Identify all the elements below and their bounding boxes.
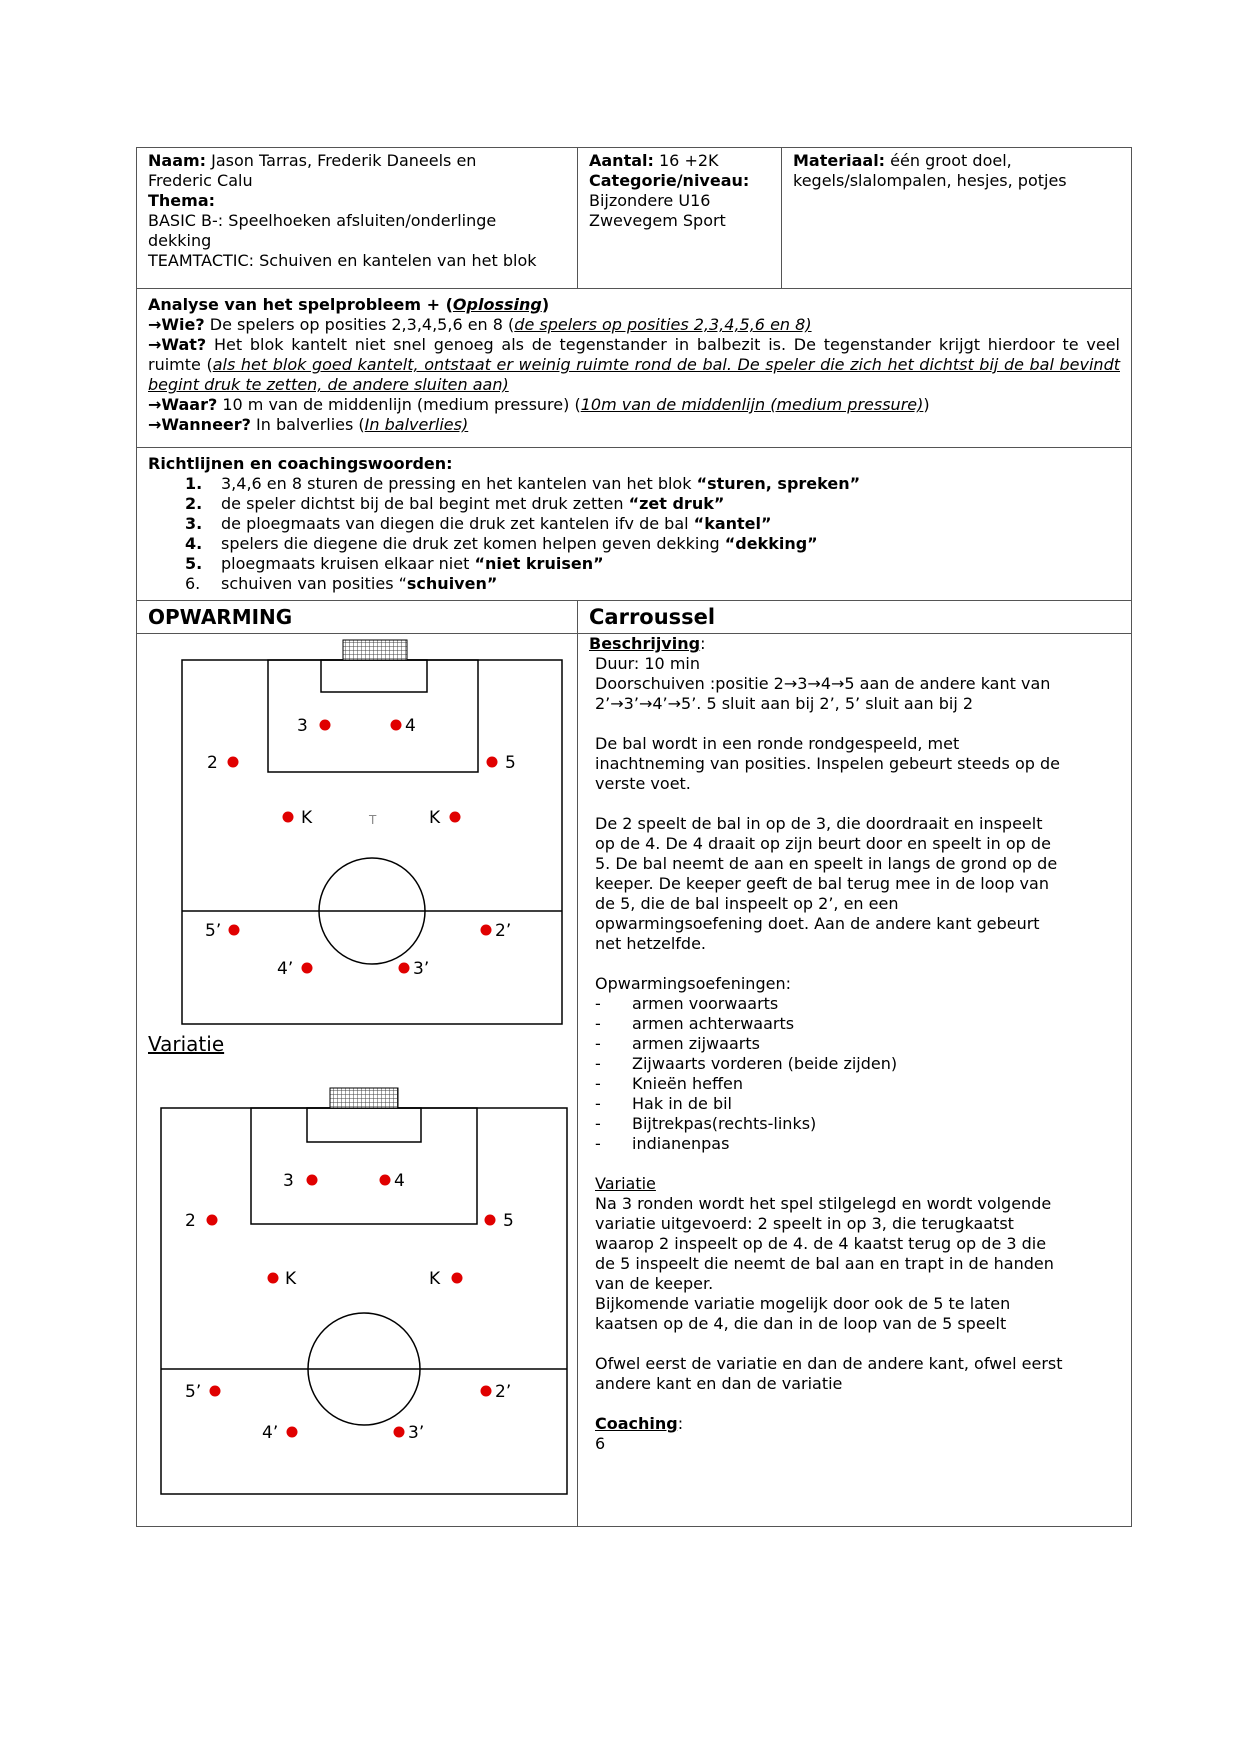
player-label: 4 xyxy=(405,716,416,736)
richtlijn-number: 1. xyxy=(185,474,203,493)
players-2 xyxy=(185,1171,514,1443)
player-dot xyxy=(487,757,498,768)
goal-area xyxy=(321,660,427,692)
arrow-icon: → xyxy=(148,335,162,354)
oefening-text: armen zijwaarts xyxy=(632,1034,760,1053)
pitch-outline xyxy=(161,1108,567,1494)
naam-value-1: Jason Tarras, Frederik Daneels en xyxy=(211,151,477,170)
richtlijn-text: de ploegmaats van diegen die druk zet kantelen ifv de bal xyxy=(221,514,694,533)
thema-label: Thema: xyxy=(148,191,216,210)
player-label: 2’ xyxy=(495,1382,512,1402)
analyse-wat: →Wat? Het blok kantelt niet snel genoeg als de tegenstander in balbezit is. De tegenstander krijgt hierdoor te veel ruimte (als het blok goed kantelt, ontstaat er weinig ruimte rond de bal. De speler die zich het dichtst bij de bal bevindt begint druk te zetten, de andere sluiten aan) xyxy=(148,335,1120,394)
player-label: K xyxy=(285,1269,297,1289)
diagrams-svg xyxy=(137,634,615,1526)
oefening-item xyxy=(595,1134,1120,1154)
oefening-text: Bijtrekpas(rechts-links) xyxy=(632,1114,817,1133)
player-dot xyxy=(287,1427,298,1438)
oefening-item xyxy=(595,994,1120,1014)
richtlijn-item xyxy=(148,534,1120,554)
oefening-item xyxy=(595,1014,1120,1034)
players-1 xyxy=(205,716,516,979)
analyse-row xyxy=(137,289,1132,448)
player-label: 2 xyxy=(185,1211,196,1231)
player-dot xyxy=(450,812,461,823)
dash-bullet: - xyxy=(595,1134,601,1153)
player-dot xyxy=(228,757,239,768)
beschrijving-title: Beschrijving: xyxy=(589,634,706,653)
richtlijn-item xyxy=(148,574,1120,594)
aantal-value: 16 +2K xyxy=(659,151,719,170)
dash-bullet: - xyxy=(595,1034,601,1053)
player-label: 3 xyxy=(297,716,308,736)
richtlijn-item xyxy=(148,554,1120,574)
richtlijn-keyword: schuiven” xyxy=(406,574,498,593)
player-dot xyxy=(302,963,313,974)
richtlijn-text: spelers die diegene die druk zet komen helpen geven dekking xyxy=(221,534,725,553)
variatie-subtitle: Variatie xyxy=(595,1174,656,1193)
player-dot xyxy=(307,1175,318,1186)
goal-area xyxy=(307,1108,421,1142)
richtlijnen-cell xyxy=(137,448,1132,601)
carroussel-title: Carroussel xyxy=(578,601,1132,634)
player-label: 2’ xyxy=(495,921,512,941)
aantal-label: Aantal: xyxy=(589,151,654,170)
player-label: 5 xyxy=(503,1211,514,1231)
pitch-diagram-2 xyxy=(161,1088,567,1494)
coaching-title: Coaching: xyxy=(595,1414,684,1433)
player-dot xyxy=(207,1215,218,1226)
training-sheet xyxy=(136,147,1131,1527)
player-label: 4 xyxy=(394,1171,405,1191)
richtlijn-text: de speler dichtst bij de bal begint met druk zetten xyxy=(221,494,629,513)
player-dot xyxy=(283,812,294,823)
diagrams-cell xyxy=(137,634,578,1527)
naam-cell xyxy=(137,148,578,289)
oefening-item xyxy=(595,1114,1120,1134)
richtlijn-keyword: “sturen, spreken” xyxy=(696,474,861,493)
analyse-wie: →Wie? De spelers op posities 2,3,4,5,6 en 8 (de spelers op posities 2,3,4,5,6 en 8) xyxy=(148,315,812,334)
goal-net xyxy=(330,1088,398,1108)
header-row xyxy=(137,148,1132,289)
richtlijn-keyword: “kantel” xyxy=(693,514,772,533)
player-label: 3’ xyxy=(413,959,430,979)
player-dot xyxy=(210,1386,221,1397)
player-dot xyxy=(268,1273,279,1284)
thema-line-2: dekking xyxy=(148,231,212,250)
player-dot xyxy=(391,720,402,731)
categorie-line-2: Zwevegem Sport xyxy=(589,211,726,230)
richtlijn-text: ploegmaats kruisen elkaar niet xyxy=(221,554,475,573)
materiaal-cell xyxy=(782,148,1132,289)
richtlijn-keyword: “dekking” xyxy=(724,534,818,553)
player-dot xyxy=(481,1386,492,1397)
player-dot xyxy=(229,925,240,936)
player-dot xyxy=(452,1273,463,1284)
richtlijn-item xyxy=(148,514,1120,534)
richtlijn-keyword: “zet druk” xyxy=(628,494,725,513)
richtlijn-text: 3,4,6 en 8 sturen de pressing en het kantelen van het blok xyxy=(221,474,697,493)
player-dot xyxy=(380,1175,391,1186)
materiaal-label: Materiaal: xyxy=(793,151,886,170)
oefening-item xyxy=(595,1094,1120,1114)
richtlijnen-list xyxy=(148,474,1120,594)
dash-bullet: - xyxy=(595,994,601,1013)
categorie-line-1: Bijzondere U16 xyxy=(589,191,711,210)
player-label: 3 xyxy=(283,1171,294,1191)
player-label: 4’ xyxy=(262,1423,279,1443)
oefening-text: Hak in de bil xyxy=(632,1094,732,1113)
oefening-text: Knieën heffen xyxy=(632,1074,743,1093)
oefening-item xyxy=(595,1054,1120,1074)
thema-line-1: BASIC B-: Speelhoeken afsluiten/onderlinge xyxy=(148,211,497,230)
materiaal-line-1: één groot doel, xyxy=(890,151,1012,170)
player-label: K xyxy=(301,808,313,828)
arrow-icon: → xyxy=(148,395,162,414)
richtlijn-item xyxy=(148,494,1120,514)
player-label: 2 xyxy=(207,753,218,773)
arrow-icon: → xyxy=(148,415,162,434)
player-label: T xyxy=(369,813,377,827)
content-row xyxy=(137,634,1132,1527)
aantal-cell xyxy=(578,148,782,289)
oefening-text: armen achterwaarts xyxy=(632,1014,795,1033)
player-dot xyxy=(485,1215,496,1226)
player-dot xyxy=(481,925,492,936)
sheet-table xyxy=(136,147,1132,1527)
dash-bullet: - xyxy=(595,1014,601,1033)
richtlijn-keyword: “niet kruisen” xyxy=(474,554,604,573)
beschrijving-cell: Beschrijving: Duur: 10 min Doorschuiven :positie 2→3→4→5 aan de andere kant van 2’→3’→4’→5’. 5 sluit aan bij 2’, 5’ sluit aan bij 2 De bal wordt in een ronde rondgespeeld, met inachtneming van posities. Inspelen gebeurt steeds op de verste voet. De 2 speelt de bal in op de 3, die doordraait en inspeelt op de 4. De 4 draait op zijn beurt door en speelt in op de 5. De bal neemt de aan en speelt in langs de grond op de keeper. De keeper geeft de bal terug mee in de loop van de 5, die de bal inspeelt op 2’, en een opwarmingsoefening doet. Aan de andere kant gebeurt net hetzelfde. Opwarmingsoefeningen: - armen voorwaarts - armen achterwaarts - armen zijwaarts - Zijwaarts vorderen (beide zijden) - Knieën heffen - Hak in de bil - Bijtrekpas(rechts-links) - indianenpas Variatie Na 3 ronden wordt het spel stilgelegd en wordt volgende variatie uitgevoerd: 2 speelt in op 3, die terugkaatst waarop 2 inspeelt op de 4. de 4 kaatst terug op de 3 die de 5 inspeelt die neemt de bal aan en trapt in de handen van de keeper. Bijkomende variatie mogelijk door ook de 5 te laten kaatsen op de 4, die dan in de loop van de 5 speelt Ofwel eerst de variatie en dan de andere kant, ofwel eerst andere kant en dan de variatie Coaching: 6 xyxy=(578,634,1132,1527)
oefening-item xyxy=(595,1034,1120,1054)
richtlijn-text: schuiven van posities “ xyxy=(221,574,407,593)
oefening-text: armen voorwaarts xyxy=(632,994,779,1013)
naam-value-2: Frederic Calu xyxy=(148,171,253,190)
oefening-item xyxy=(595,1074,1120,1094)
player-label: 5’ xyxy=(205,921,222,941)
richtlijn-number: 5. xyxy=(185,554,203,573)
player-label: K xyxy=(429,808,441,828)
duur-text: Duur: 10 min xyxy=(595,654,700,673)
richtlijn-item xyxy=(148,474,1120,494)
analyse-cell xyxy=(137,289,1132,448)
dash-bullet: - xyxy=(595,1094,601,1113)
richtlijnen-title: Richtlijnen en coachingswoorden: xyxy=(148,454,453,473)
richtlijn-number: 4. xyxy=(185,534,203,553)
pitch-diagram-1 xyxy=(182,640,562,1024)
player-dot xyxy=(399,963,410,974)
player-dot xyxy=(320,720,331,731)
oefeningen-list xyxy=(595,994,1120,1154)
thema-line-3: TEAMTACTIC: Schuiven en kantelen van het blok xyxy=(148,251,537,270)
oefening-text: indianenpas xyxy=(632,1134,730,1153)
penalty-area xyxy=(251,1108,477,1224)
player-dot xyxy=(394,1427,405,1438)
dash-bullet: - xyxy=(595,1054,601,1073)
analyse-title: Analyse van het spelprobleem + (Oplossing) xyxy=(148,295,550,314)
goal-net xyxy=(343,640,407,660)
dash-bullet: - xyxy=(595,1114,601,1133)
player-label: 5 xyxy=(505,753,516,773)
analyse-waar: →Waar? 10 m van de middenlijn (medium pressure) (10m van de middenlijn (medium pressure)) xyxy=(148,395,930,414)
dash-bullet: - xyxy=(595,1074,601,1093)
coaching-value: 6 xyxy=(595,1434,606,1453)
section-header-row xyxy=(137,601,1132,634)
oefening-text: Zijwaarts vorderen (beide zijden) xyxy=(632,1054,898,1073)
richtlijn-number: 6. xyxy=(185,574,201,593)
arrow-icon: → xyxy=(148,315,162,334)
richtlijn-number: 3. xyxy=(185,514,203,533)
richtlijnen-row xyxy=(137,448,1132,601)
analyse-wanneer: →Wanneer? In balverlies (In balverlies) xyxy=(148,415,469,434)
oefeningen-title: Opwarmingsoefeningen: xyxy=(595,974,791,993)
naam-label: Naam: xyxy=(148,151,207,170)
categorie-label: Categorie/niveau: xyxy=(589,171,750,190)
variatie-heading: Variatie xyxy=(148,1032,225,1056)
richtlijn-number: 2. xyxy=(185,494,203,513)
player-label: K xyxy=(429,1269,441,1289)
player-label: 3’ xyxy=(408,1423,425,1443)
opwarming-title: OPWARMING xyxy=(137,601,578,634)
player-label: 5’ xyxy=(185,1382,202,1402)
player-label: 4’ xyxy=(277,959,294,979)
materiaal-line-2: kegels/slalompalen, hesjes, potjes xyxy=(793,171,1067,190)
pitch-outline xyxy=(182,660,562,1024)
